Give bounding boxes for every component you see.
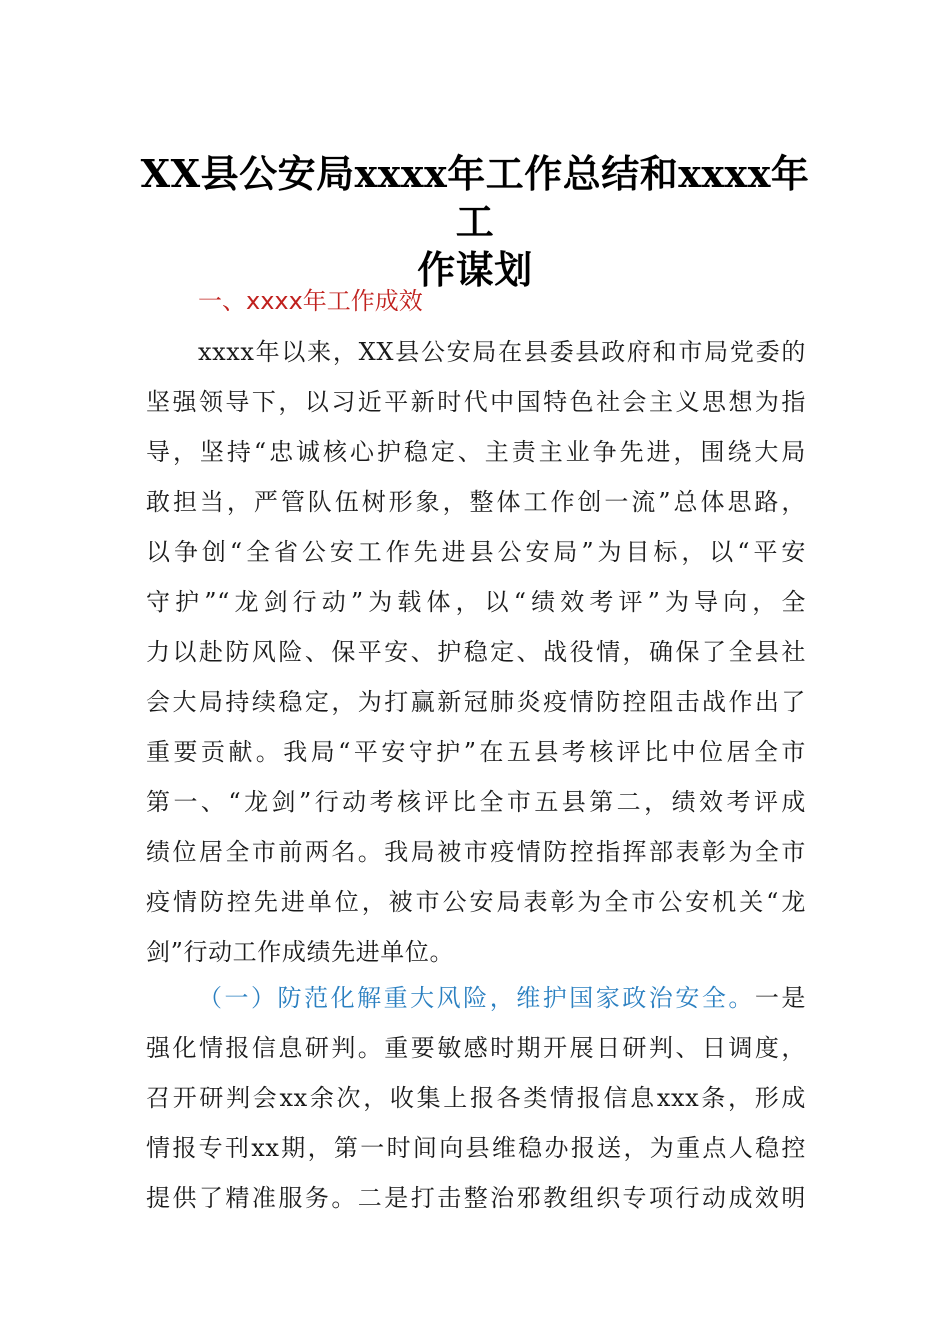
paragraph-line: 以争创“全省公安工作先进县公安局”为目标，以“平安 — [146, 538, 806, 566]
paragraph-line: 力以赴防风险、保平安、护稳定、战役情，确保了全县社 — [146, 638, 806, 666]
paragraph-2 — [146, 973, 806, 1223]
section-heading: 一、xxxx年工作成效 — [198, 287, 423, 315]
title-line-1: XX县公安局xxxx年工作总结和xxxx年工 — [140, 151, 810, 244]
paragraph-line: 情报专刊xx期，第一时间向县维稳办报送，为重点人稳控 — [146, 1134, 806, 1162]
paragraph-line: 疫情防控先进单位，被市公安局表彰为全市公安机关“龙 — [146, 888, 806, 916]
paragraph-line: xxxx年以来，XX县公安局在县委县政府和市局党委的 — [198, 338, 806, 366]
title-line-2: 作谋划 — [417, 247, 533, 292]
document-title — [130, 150, 820, 294]
subsection-heading: （一）防范化解重大风险，维护国家政治安全。 — [198, 984, 755, 1012]
paragraph-text: 一是 — [754, 984, 806, 1012]
paragraph-line: 召开研判会xx余次，收集上报各类情报信息xxx条，形成 — [146, 1084, 806, 1112]
paragraph-line: 重要贡献。我局“平安守护”在五县考核评比中位居全市 — [146, 738, 806, 766]
paragraph-line: 敢担当，严管队伍树形象，整体工作创一流”总体思路， — [146, 488, 806, 516]
paragraph-line: 剑”行动工作成绩先进单位。 — [146, 938, 455, 966]
paragraph-line: 第一、“龙剑”行动考核评比全市五县第二，绩效考评成 — [146, 788, 806, 816]
paragraph-line: 守护”“龙剑行动”为载体，以“绩效考评”为导向，全 — [146, 588, 806, 616]
paragraph-first-line — [146, 973, 806, 1023]
paragraph-line: 导，坚持“忠诚核心护稳定、主责主业争先进，围绕大局 — [146, 438, 806, 466]
paragraph-line: 提供了精准服务。二是打击整治邪教组织专项行动成效明 — [146, 1184, 806, 1212]
paragraph-line: 绩位居全市前两名。我局被市疫情防控指挥部表彰为全市 — [146, 838, 806, 866]
paragraph-1 — [146, 327, 806, 977]
paragraph-line: 强化情报信息研判。重要敏感时期开展日研判、日调度， — [146, 1034, 806, 1062]
paragraph-line: 会大局持续稳定，为打赢新冠肺炎疫情防控阻击战作出了 — [146, 688, 806, 716]
paragraph-line: 坚强领导下，以习近平新时代中国特色社会主义思想为指 — [146, 388, 806, 416]
